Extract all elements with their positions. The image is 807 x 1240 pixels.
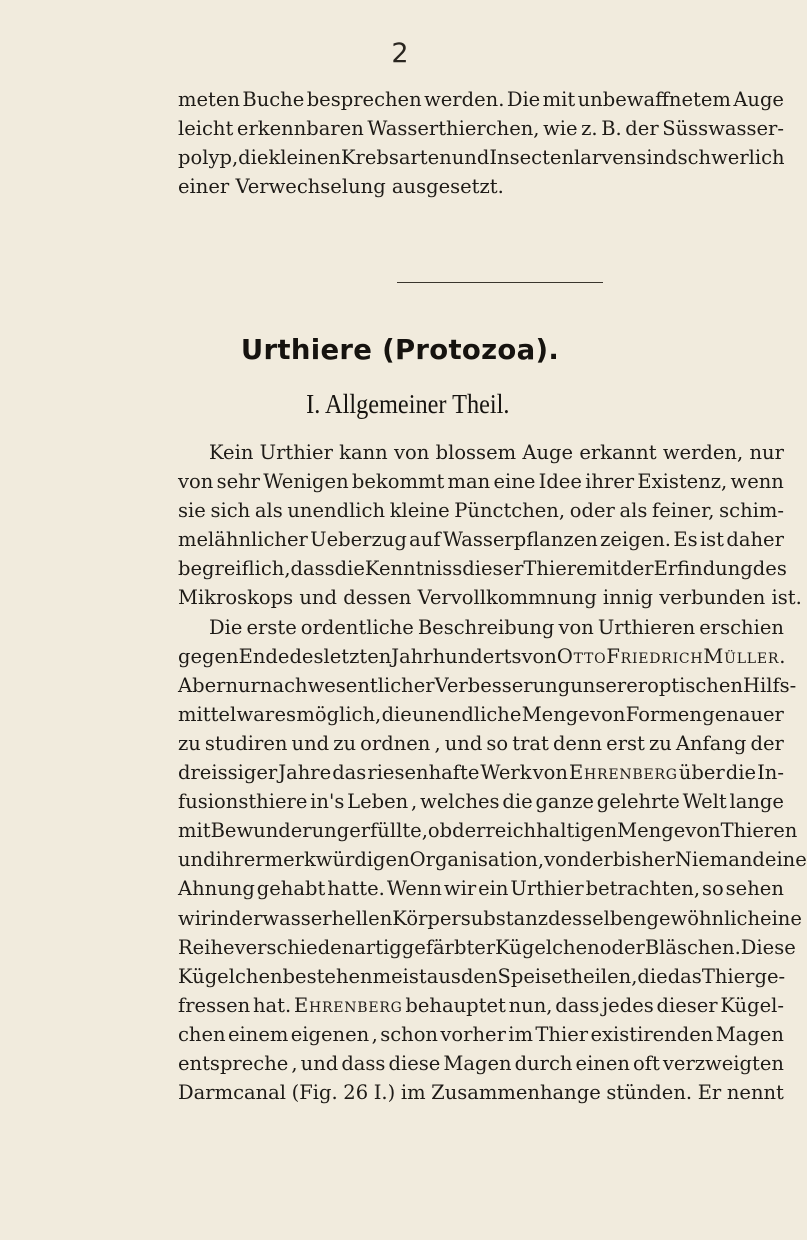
word: eigenen (290, 1022, 370, 1046)
word: oft (633, 1052, 660, 1075)
word: und (300, 1052, 339, 1075)
text-line (178, 172, 784, 201)
word: aus (426, 964, 461, 988)
word: unbewaffnetem (577, 88, 731, 111)
word: Ehrenberg (293, 993, 403, 1017)
word: genauer (702, 702, 784, 726)
text-line (178, 613, 784, 642)
word: Insectenlarven (489, 146, 637, 170)
text-line (178, 525, 784, 554)
word: von (558, 615, 594, 639)
word: des (752, 557, 787, 581)
word: diese (388, 1052, 441, 1075)
word: ausgesetzt. (391, 175, 504, 199)
word: Vervollkommnung (417, 586, 597, 610)
word: Zusammenhange (431, 1081, 601, 1105)
word: sich (210, 499, 251, 523)
paragraph-1 (178, 438, 802, 613)
word: behauptet (405, 993, 506, 1017)
word: Buche (242, 88, 305, 111)
word: Urthier (510, 877, 584, 901)
word: Kein (209, 441, 254, 464)
word: Die (209, 615, 243, 639)
word: eine (764, 848, 807, 872)
word: Jahrhunderts (391, 644, 522, 668)
word: man (447, 470, 491, 494)
word: Die (506, 88, 541, 111)
word: trat (512, 731, 549, 755)
word: einem (227, 1022, 289, 1046)
word: Ehrenberg (569, 761, 678, 785)
word: Formen (625, 702, 702, 726)
word: , (371, 1022, 378, 1046)
word: verschiedenartig (234, 935, 402, 959)
word: In- (757, 761, 784, 785)
word: kleine (389, 499, 450, 523)
word: als (254, 499, 283, 523)
word: Otto (556, 644, 607, 668)
word: Süsswasser- (662, 117, 784, 141)
text-line (178, 143, 784, 172)
word: fressen (178, 993, 251, 1017)
word: sind (636, 146, 678, 170)
word: und (291, 731, 330, 755)
word: Menge (521, 702, 590, 726)
word: dass (290, 557, 335, 581)
word: Friedrich (606, 644, 704, 668)
word: Werk (480, 761, 532, 785)
word: ist. (771, 586, 802, 610)
word: I.) (373, 1081, 396, 1105)
word: von (685, 819, 721, 843)
text-line (178, 554, 787, 583)
word: Welt (682, 790, 727, 814)
word: Verwechselung (235, 175, 386, 199)
word: B. (601, 117, 622, 141)
word: wesentlicher (307, 673, 435, 697)
word: wir (443, 877, 477, 901)
word: Auge (733, 88, 784, 111)
word: Wasserpflanzen (442, 528, 598, 552)
word: , (434, 731, 441, 755)
word: eine (493, 470, 536, 494)
word: von (590, 702, 626, 726)
word: der (625, 117, 659, 141)
word: dieser (656, 993, 718, 1017)
word: riesenhafte (367, 761, 480, 785)
word: , (291, 1052, 298, 1075)
word: das (667, 964, 702, 988)
word: feiner, (652, 499, 715, 523)
word: ihrer (215, 848, 265, 872)
word: Auge (522, 441, 574, 464)
word: wenn (730, 470, 784, 494)
section-subtitle: I. Allgemeiner Theil. (306, 389, 510, 419)
word: nur (749, 441, 784, 464)
word: reichhaltigen (485, 819, 618, 843)
word: durch (514, 1052, 573, 1075)
word: meist (372, 964, 427, 988)
word: und (444, 731, 483, 755)
word: sehr (216, 470, 261, 494)
word: blossem (435, 441, 517, 464)
word: lange (729, 790, 784, 814)
word: vorher (440, 1022, 506, 1046)
word: erfüllte, (349, 819, 428, 843)
word: Bewunderung (210, 819, 350, 843)
word: Verbesserung (434, 673, 571, 697)
word: erste (246, 615, 297, 639)
word: des (289, 644, 324, 668)
section-divider (397, 282, 603, 283)
word: dieser (462, 557, 524, 581)
word: entspreche (178, 1052, 289, 1075)
word: das (332, 761, 367, 785)
text-line (178, 642, 787, 671)
word: werden, (662, 441, 744, 464)
text-line (178, 1049, 784, 1078)
text-line (178, 904, 802, 933)
word: 26 (343, 1081, 369, 1105)
word: als (619, 499, 648, 523)
word: verbunden (659, 586, 766, 610)
text-line (178, 816, 798, 845)
text-line (178, 991, 784, 1020)
word: schim- (719, 499, 784, 523)
word: ist (699, 528, 725, 552)
section-title: Urthiere (Protozoa). (240, 334, 560, 366)
word: ganze (535, 790, 594, 814)
word: mit (542, 88, 576, 111)
word: der (750, 731, 784, 755)
word: nur (225, 673, 260, 697)
word: merkwürdigen (264, 848, 410, 872)
word: war (236, 702, 275, 726)
text-line (178, 583, 802, 612)
word: nun, (508, 993, 553, 1017)
word: Thier (535, 1022, 589, 1046)
word: Niemand (674, 848, 765, 872)
word: gewöhnlich (646, 906, 761, 930)
word: wir (178, 906, 211, 930)
word: Urthier (259, 441, 333, 464)
text-line (178, 933, 796, 962)
word: schon (380, 1022, 438, 1046)
word: der (620, 557, 654, 581)
word: sie (178, 499, 206, 523)
text-line (178, 962, 784, 991)
word: Speisetheilen, (497, 964, 638, 988)
text-line (178, 729, 784, 758)
word: dreissiger (178, 761, 278, 785)
word: Anfang (675, 731, 747, 755)
word: desselben (548, 906, 647, 930)
word: begreiflich (178, 557, 285, 581)
word: innig (602, 586, 653, 610)
word: sehen (725, 877, 784, 901)
word: von (521, 644, 557, 668)
word: die (725, 761, 757, 785)
word: dass (341, 1052, 386, 1075)
word: jedes (602, 993, 654, 1017)
word: der (579, 848, 613, 872)
word: letzten (323, 644, 392, 668)
word: Jahre (278, 761, 332, 785)
word: erschien (699, 615, 784, 639)
word: existirenden (590, 1022, 714, 1046)
word: die (637, 964, 668, 988)
word: die (238, 146, 269, 170)
word: wasserhellen (262, 906, 393, 930)
word: ein (478, 877, 509, 901)
word: und (178, 848, 216, 872)
word: nach (259, 673, 308, 697)
word: Kügel- (720, 993, 784, 1017)
paragraph-2 (178, 613, 807, 1108)
word: welches (420, 790, 500, 814)
word: zu (333, 731, 357, 755)
text-line (178, 787, 784, 816)
word: Wenigen (263, 470, 349, 494)
word: Erfindung (653, 557, 753, 581)
page-number: 2 (391, 38, 409, 69)
text-line (178, 758, 784, 787)
word: werden. (424, 88, 505, 111)
word: betrachten, (585, 877, 701, 901)
word: auf (409, 528, 441, 552)
word: Hilfs- (742, 673, 797, 697)
word: kleinen (268, 146, 341, 170)
word: Kenntniss (364, 557, 463, 581)
word: Kügelchen (178, 964, 283, 988)
text-line (178, 114, 784, 143)
word: Körpersubstanz (392, 906, 549, 930)
word: , (284, 557, 291, 581)
word: im (400, 1081, 426, 1105)
word: Ahnung (178, 877, 255, 901)
word: Pünctchen, (454, 499, 566, 523)
word: gegen (178, 644, 239, 668)
word: Thieren (720, 819, 798, 843)
word: z. (581, 117, 598, 141)
text-line (178, 438, 784, 467)
word: Diese (740, 935, 796, 959)
word: so (701, 877, 724, 901)
word: Organisation, (409, 848, 545, 872)
text-line (178, 85, 784, 114)
word: einer (178, 175, 230, 199)
word: erst (606, 731, 645, 755)
word: schwerlich (677, 146, 785, 170)
word: Idee (538, 470, 582, 494)
word: es (274, 702, 297, 726)
word: zu (648, 731, 672, 755)
word: besprechen (306, 88, 422, 111)
text-line (178, 671, 797, 700)
word: dessen (343, 586, 412, 610)
word: hatte. (327, 877, 385, 901)
word: Ueberzug (310, 528, 407, 552)
word: optischen (647, 673, 743, 697)
word: hat. (252, 993, 292, 1017)
word: Müller. (703, 644, 787, 668)
word: zeigen. (600, 528, 671, 552)
word: in (210, 906, 230, 930)
word: dass (555, 993, 600, 1017)
word: nennt (726, 1081, 784, 1105)
word: Magen (715, 1022, 784, 1046)
word: der (229, 906, 263, 930)
word: Urthieren (597, 615, 696, 639)
word: bestehen (282, 964, 373, 988)
word: chen (178, 1022, 226, 1046)
word: , (411, 790, 418, 814)
word: denn (552, 731, 603, 755)
word: die (381, 702, 412, 726)
word: mit (587, 557, 621, 581)
word: Beschreibung (417, 615, 555, 639)
text-line (178, 496, 784, 525)
word: die (334, 557, 365, 581)
word: bekommt (351, 470, 445, 494)
word: die (502, 790, 533, 814)
word: von (544, 848, 580, 872)
word: Es (673, 528, 698, 552)
word: Existenz, (637, 470, 728, 494)
word: erkennbaren (236, 117, 364, 141)
word: über (678, 761, 725, 785)
word: polyp, (178, 146, 239, 170)
word: Leben (347, 790, 409, 814)
text-line (178, 1020, 784, 1049)
text-line (178, 1078, 784, 1107)
word: ge- (754, 964, 786, 988)
word: ob (427, 819, 453, 843)
word: studiren (204, 731, 288, 755)
word: bisher (612, 848, 675, 872)
word: von (394, 441, 430, 464)
word: Mikroskops (178, 586, 294, 610)
word: der (452, 819, 486, 843)
word: Menge (617, 819, 686, 843)
word: gelehrte (596, 790, 680, 814)
word: von (532, 761, 568, 785)
word: fusionsthiere (178, 790, 308, 814)
word: (Fig. (291, 1081, 338, 1105)
word: oder (569, 499, 615, 523)
word: Ende (238, 644, 290, 668)
word: wie (543, 117, 578, 141)
word: im (508, 1022, 534, 1046)
word: stünden. (606, 1081, 693, 1105)
text-line (178, 845, 807, 874)
word: gehabt (256, 877, 326, 901)
word: verzweigten (662, 1052, 784, 1075)
word: ordentliche (300, 615, 414, 639)
word: unendlich (287, 499, 386, 523)
word: erkannt (579, 441, 657, 464)
word: mittel (178, 702, 237, 726)
word: Krebsarten (340, 146, 452, 170)
word: den (460, 964, 498, 988)
word: zu (178, 731, 201, 755)
word: kann (339, 441, 388, 464)
word: leicht (178, 117, 234, 141)
word: Aber (178, 673, 226, 697)
word: daher (726, 528, 784, 552)
word: Kügelchen (495, 935, 600, 959)
word: und (299, 586, 337, 610)
word: ordnen (360, 731, 431, 755)
word: in's (310, 790, 345, 814)
word: Thier (701, 964, 755, 988)
word: ihrer (585, 470, 635, 494)
word: Darmcanal (178, 1081, 287, 1105)
word: Er (697, 1081, 722, 1105)
word: von (178, 470, 214, 494)
word: oder (599, 935, 645, 959)
word: Magen (443, 1052, 512, 1075)
word: einen (575, 1052, 630, 1075)
text-line (178, 700, 784, 729)
word: und (451, 146, 490, 170)
word: Thiere (523, 557, 588, 581)
word: unendliche (412, 702, 522, 726)
word: möglich, (296, 702, 382, 726)
word: mit (178, 819, 211, 843)
word: melähnlicher (178, 528, 308, 552)
word: eine (760, 906, 802, 930)
word: meten (178, 88, 240, 111)
word: Reihe (178, 935, 235, 959)
text-line (178, 874, 784, 903)
word: gefärbter (401, 935, 496, 959)
text-line (178, 467, 784, 496)
intro-paragraph (178, 85, 784, 201)
word: Wasserthierchen, (367, 117, 540, 141)
word: so (486, 731, 509, 755)
word: Bläschen. (644, 935, 741, 959)
word: unserer (570, 673, 648, 697)
word: Wenn (386, 877, 442, 901)
